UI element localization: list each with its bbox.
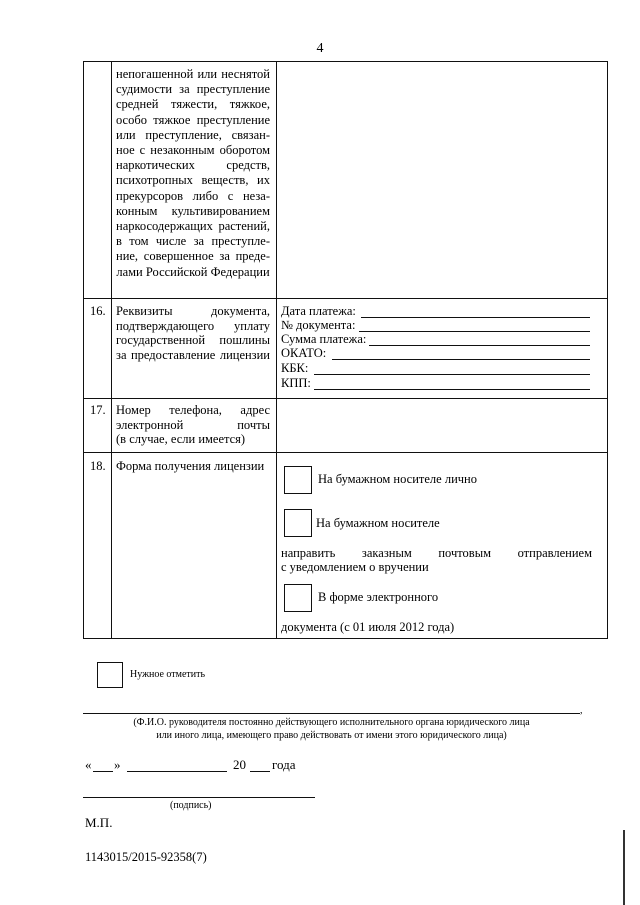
document-number-field[interactable] xyxy=(359,331,590,332)
option-electronic-label: В форме электронного xyxy=(318,590,439,604)
okato-label: ОКАТО: xyxy=(281,346,327,360)
okato-field[interactable] xyxy=(332,359,590,360)
text-line: подтверждающего уплату xyxy=(116,318,270,333)
row16-number: 16. xyxy=(90,304,106,318)
checkbox-paper-mail[interactable] xyxy=(284,509,312,537)
checkbox-paper-personal[interactable] xyxy=(284,466,312,494)
text-line: электронной почты xyxy=(116,417,270,432)
row17-description xyxy=(116,403,270,447)
date-year-field[interactable] xyxy=(250,771,270,772)
text-line: наркосодержащих растений, xyxy=(116,219,270,234)
option-paper-mail-label: На бумажном носителе xyxy=(316,516,440,530)
option-paper-mail-note: направить заказным почтовым отправлением xyxy=(281,546,592,560)
legend-checkbox xyxy=(97,662,123,688)
name-line[interactable] xyxy=(83,713,580,714)
signature-caption: (подпись) xyxy=(170,800,212,811)
scan-edge xyxy=(623,830,625,905)
text-line: судимости за преступление xyxy=(116,82,270,97)
document-number-label: № документа: xyxy=(281,318,356,332)
signature-line[interactable] xyxy=(83,797,315,798)
row18-number: 18. xyxy=(90,459,106,473)
kpp-field[interactable] xyxy=(314,389,590,390)
row16-description xyxy=(116,304,270,362)
payment-amount-label: Сумма платежа: xyxy=(281,332,367,346)
legend-note: Нужное отметить xyxy=(130,669,206,680)
table-border-right xyxy=(607,61,608,639)
stamp-label: М.П. xyxy=(85,815,113,830)
payment-date-label: Дата платежа: xyxy=(281,304,356,318)
text-line: ние, совершенное за преде- xyxy=(116,249,270,264)
table-row-divider xyxy=(83,452,608,453)
kbk-label: КБК: xyxy=(281,361,309,375)
text-line: в том числе за преступле- xyxy=(116,234,270,249)
kbk-field[interactable] xyxy=(314,374,590,375)
name-caption: (Ф.И.О. руководителя постоянно действующего исполнительного органа юридического лица xyxy=(133,717,530,728)
name-caption: или иного лица, имеющего право действовать от имени этого юридического лица) xyxy=(156,730,507,741)
table-row-divider xyxy=(83,298,608,299)
row15-description xyxy=(116,67,270,280)
text-line: конным культивированием xyxy=(116,203,270,218)
table-row-divider xyxy=(83,398,608,399)
contact-input[interactable] xyxy=(278,400,606,451)
text-line: Номер телефона, адрес xyxy=(116,403,270,417)
table-border-top xyxy=(83,61,608,62)
option-paper-personal-label: На бумажном носителе лично xyxy=(318,472,477,486)
date-open-quote: « xyxy=(85,757,92,772)
text-line: наркотических средств, xyxy=(116,158,270,173)
text-line: особо тяжкое преступление xyxy=(116,112,270,127)
option-electronic-note: документа (с 01 июля 2012 года) xyxy=(281,620,455,634)
table-border-bottom xyxy=(83,638,608,639)
text-line: за предоставление лицензии xyxy=(116,347,270,362)
date-year-prefix: 20 xyxy=(233,757,246,772)
text-line: средней тяжести, тяжкое, xyxy=(116,97,270,112)
text-line: лами Российской Федерации xyxy=(116,264,270,279)
date-close-quote: » xyxy=(114,757,121,772)
row18-description: Форма получения лицензии xyxy=(116,459,265,473)
text-line: (в случае, если имеется) xyxy=(116,432,246,447)
kpp-label: КПП: xyxy=(281,376,311,390)
comma: , xyxy=(580,705,583,716)
text-line: государственной пошлины xyxy=(116,333,270,348)
option-paper-mail-note: с уведомлением о вручении xyxy=(281,560,429,574)
payment-date-field[interactable] xyxy=(361,317,590,318)
text-line: прекурсоров либо с неза- xyxy=(116,188,270,203)
date-day-field[interactable] xyxy=(93,771,113,772)
text-line: Реквизиты документа, xyxy=(116,304,270,318)
date-month-field[interactable] xyxy=(127,771,227,772)
text-line: непогашенной или неснятой xyxy=(116,67,270,81)
page-number: 4 xyxy=(316,41,324,56)
text-line: психотропных веществ, их xyxy=(116,173,270,188)
table-column-divider xyxy=(276,61,277,639)
checkbox-electronic[interactable] xyxy=(284,584,312,612)
text-line: ное с незаконным оборотом xyxy=(116,143,270,158)
document-id: 1143015/2015-92358(7) xyxy=(85,850,207,864)
table-border-left xyxy=(83,61,84,639)
row17-number: 17. xyxy=(90,403,106,417)
date-year-suffix: года xyxy=(272,757,296,772)
text-line: или преступление, связан- xyxy=(116,127,270,142)
table-column-divider xyxy=(111,61,112,639)
payment-amount-field[interactable] xyxy=(369,345,590,346)
